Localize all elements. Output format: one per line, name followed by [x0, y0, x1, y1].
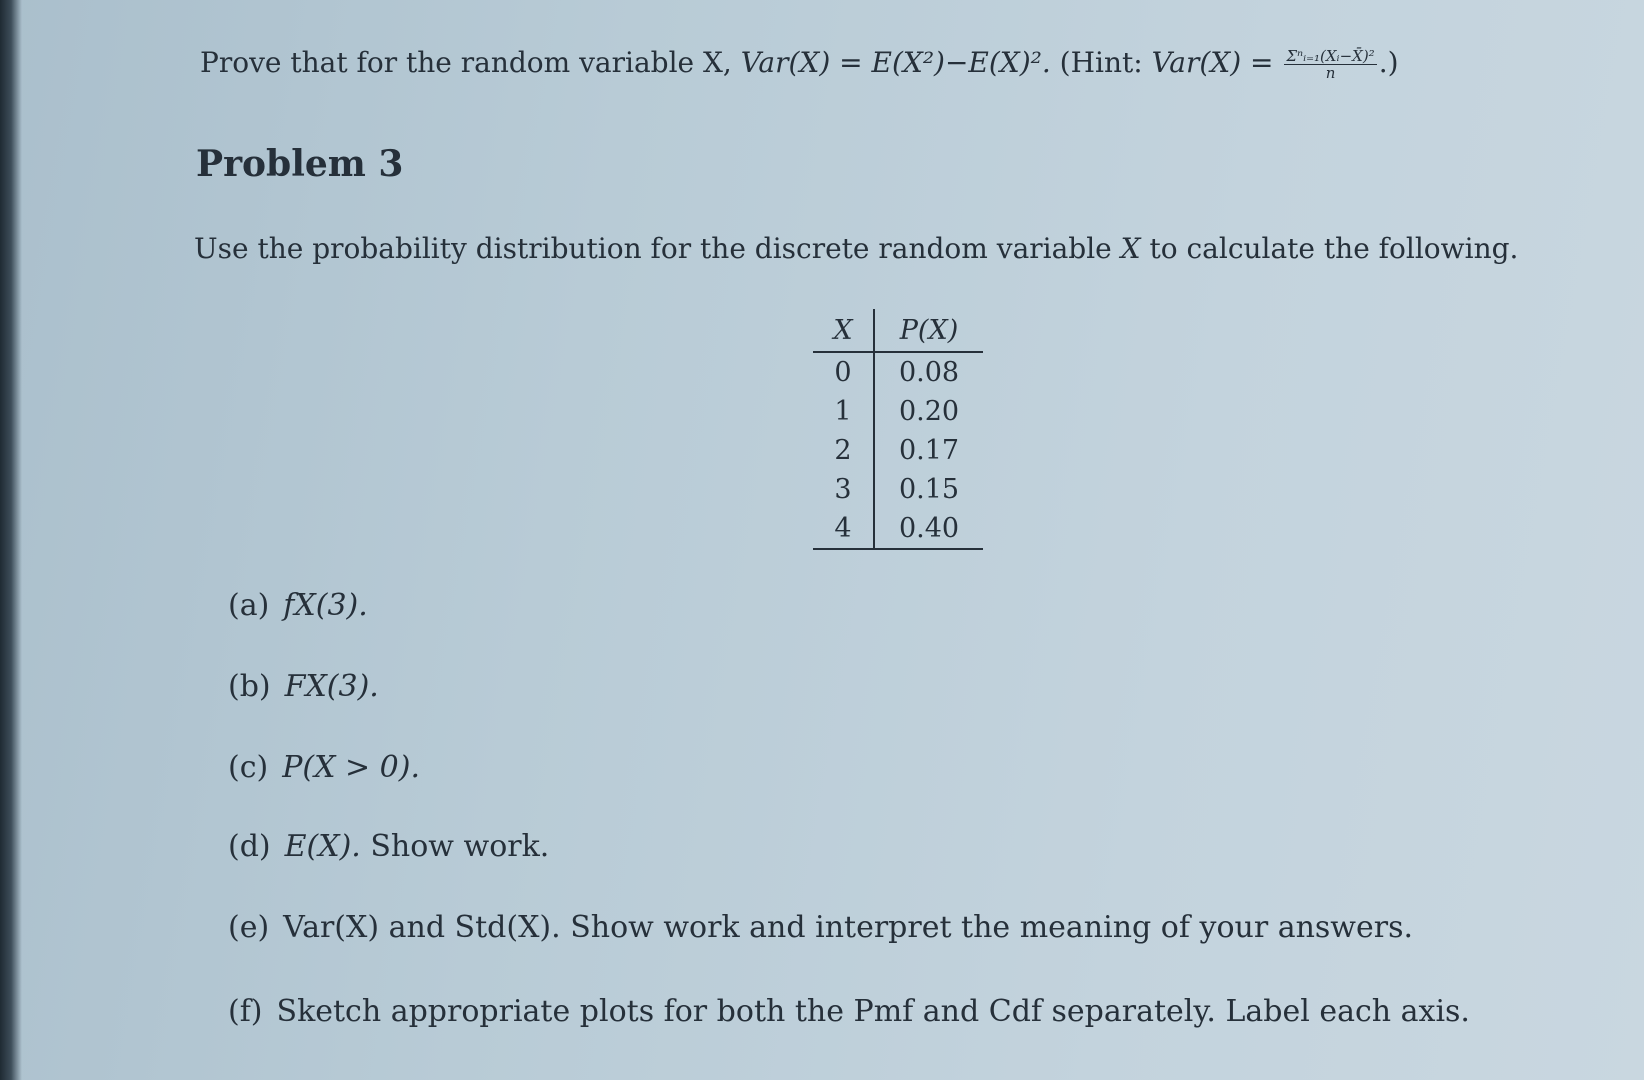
- item-label: (f): [228, 994, 263, 1029]
- table-row: [813, 431, 983, 470]
- probability-table: [813, 309, 983, 550]
- cell-x: 4: [813, 509, 874, 549]
- item-text: Show work.: [360, 829, 550, 864]
- cell-px: 0.08: [898, 357, 960, 388]
- item-math: P(X > 0).: [282, 750, 421, 785]
- item-math: fX(3).: [283, 588, 368, 623]
- hint-denominator: n: [1325, 64, 1336, 82]
- cell-px: 0.20: [898, 396, 960, 427]
- hint-close: .): [1378, 46, 1399, 79]
- item-d: [228, 829, 549, 864]
- item-label: (e): [228, 910, 270, 945]
- instruction-text: [194, 232, 1518, 265]
- instruction-after: to calculate the following.: [1140, 232, 1519, 265]
- item-math: FX(3).: [284, 669, 379, 704]
- item-f: [228, 994, 1470, 1029]
- cell-px: 0.15: [898, 474, 960, 505]
- cell-px: 0.17: [898, 435, 960, 466]
- cell-x: 3: [813, 470, 874, 509]
- table-row: [813, 352, 983, 392]
- problem-heading: Problem 3: [196, 143, 404, 185]
- cell-x: 1: [813, 392, 874, 431]
- screen-edge-shadow: [0, 0, 22, 1080]
- prove-lead: Prove that for the random variable X,: [200, 46, 741, 79]
- item-e: [228, 910, 1413, 945]
- hint-numerator: Σⁿᵢ₌₁(Xᵢ−X̄)²: [1286, 46, 1375, 65]
- item-b: [228, 669, 379, 704]
- hint-lhs: Var(X) =: [1151, 46, 1283, 79]
- item-c: [228, 750, 420, 785]
- table-row: [813, 470, 983, 509]
- cell-px: 0.40: [874, 509, 983, 549]
- instruction-before: Use the probability distribution for the discrete random variable: [194, 232, 1121, 265]
- table-row: [813, 392, 983, 431]
- item-label: (b): [228, 669, 271, 704]
- instruction-var: X: [1120, 232, 1141, 265]
- table-header-row: [813, 309, 983, 352]
- header-x: X: [813, 309, 874, 352]
- cell-x: 2: [813, 431, 874, 470]
- item-a: [228, 588, 368, 623]
- table-row: [813, 509, 983, 549]
- item-label: (d): [228, 829, 271, 864]
- variance-formula: Var(X) = E(X²)−E(X)².: [740, 46, 1051, 79]
- hint-lead: (Hint:: [1050, 46, 1152, 79]
- prove-statement: [200, 46, 1399, 82]
- item-label: (c): [228, 750, 269, 785]
- cell-x: 0: [813, 352, 874, 392]
- item-math: E(X).: [284, 829, 361, 864]
- item-text: Sketch appropriate plots for both the Pmf and Cdf separately. Label each axis.: [276, 994, 1470, 1029]
- header-px: P(X): [874, 309, 983, 352]
- item-label: (a): [228, 588, 270, 623]
- hint-fraction: [1284, 48, 1376, 82]
- item-text: Var(X) and Std(X). Show work and interpret the meaning of your answers.: [283, 910, 1414, 945]
